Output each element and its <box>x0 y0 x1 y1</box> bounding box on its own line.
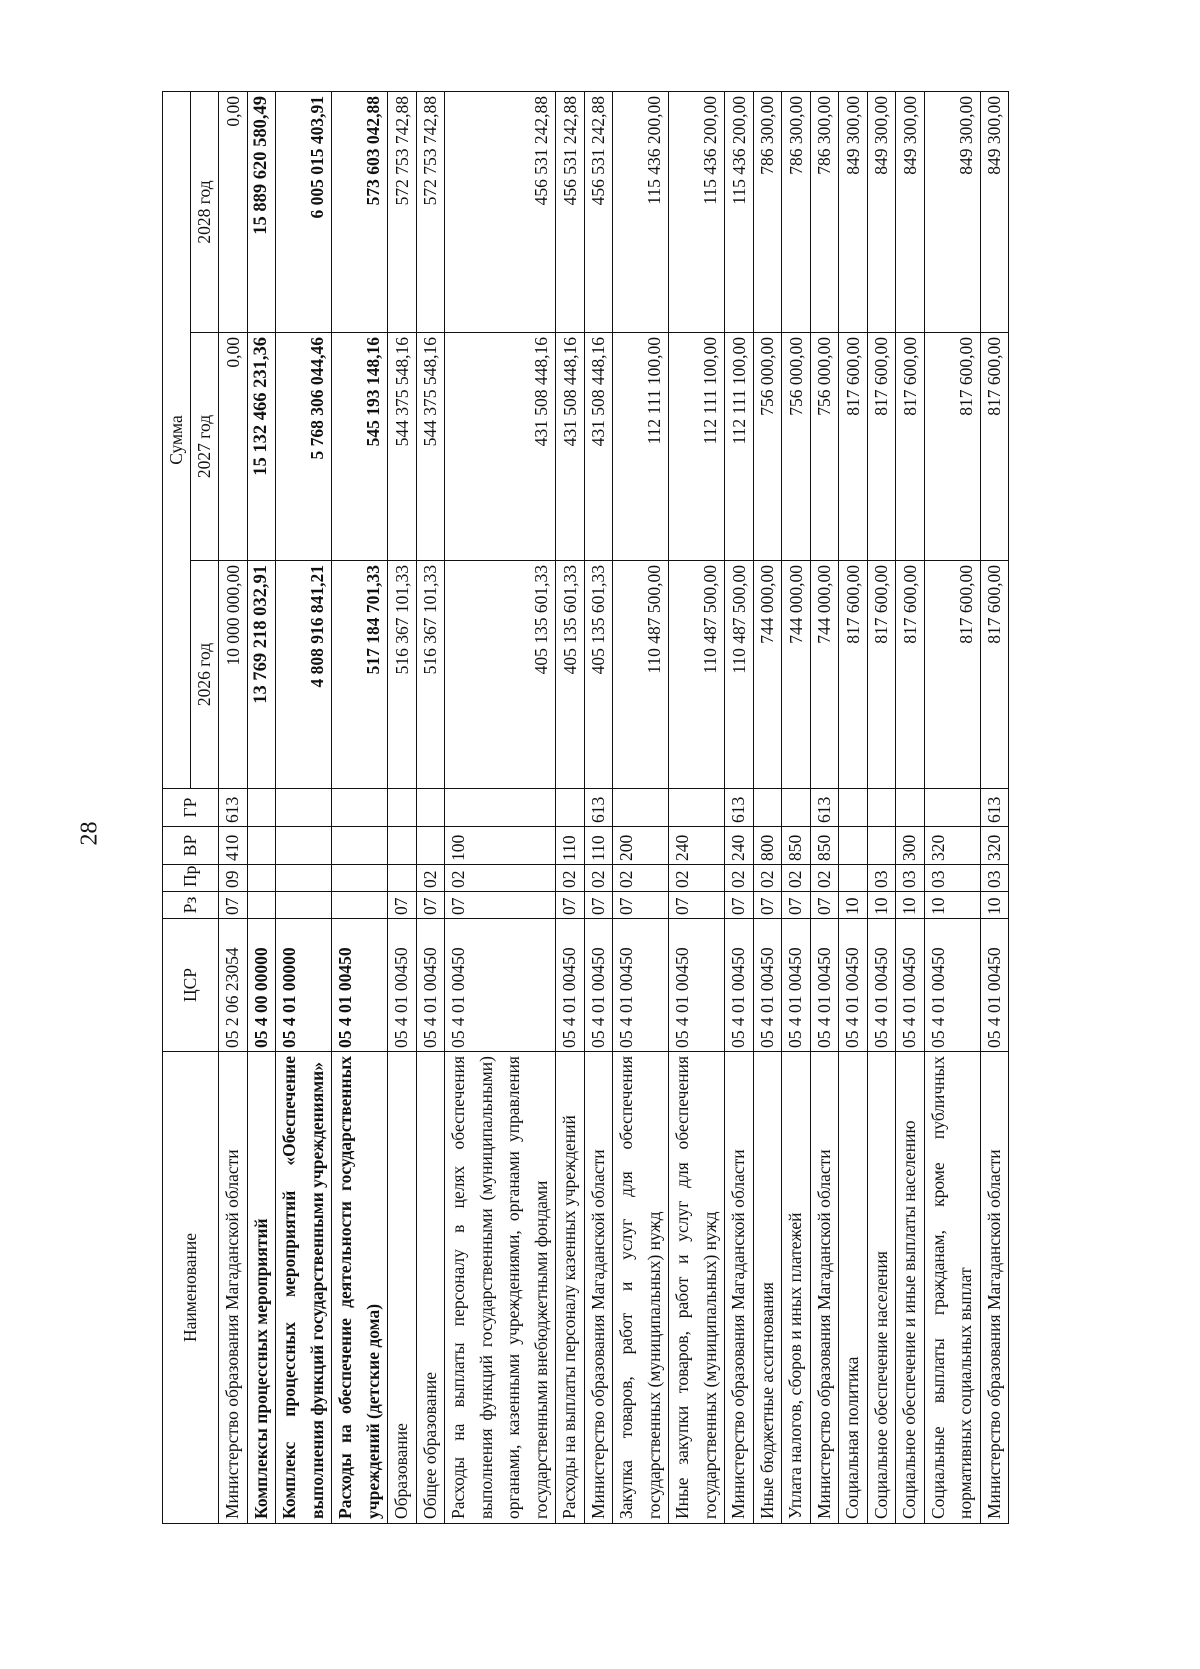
cell-y2027: 756 000,00 <box>782 333 811 561</box>
cell-y2027: 544 375 548,16 <box>416 333 445 561</box>
cell-y2028: 786 300,00 <box>810 91 839 332</box>
cell-y2026: 110 487 500,00 <box>669 561 725 789</box>
cell-pr <box>276 865 332 892</box>
cell-pr: 03 <box>924 865 980 892</box>
cell-vr: 320 <box>924 827 980 865</box>
cell-y2026: 10 000 000,00 <box>219 561 248 789</box>
cell-rz <box>247 892 276 919</box>
cell-pr <box>247 865 276 892</box>
cell-pr: 02 <box>810 865 839 892</box>
cell-csr: 05 2 06 23054 <box>219 919 248 1052</box>
cell-pr: 02 <box>556 865 585 892</box>
cell-csr: 05 4 01 00450 <box>924 919 980 1052</box>
cell-name: Социальное обеспечение населения <box>867 1052 896 1524</box>
cell-y2028: 115 436 200,00 <box>669 91 725 332</box>
header-name: Наименование <box>163 1052 219 1524</box>
cell-y2026: 13 769 218 032,91 <box>247 561 276 789</box>
cell-csr: 05 4 01 00450 <box>867 919 896 1052</box>
cell-vr: 110 <box>584 827 613 865</box>
cell-y2028: 115 436 200,00 <box>613 91 669 332</box>
cell-rz: 10 <box>980 892 1009 919</box>
cell-y2028: 6 005 015 403,91 <box>276 91 332 332</box>
cell-name: Закупка товаров, работ и услуг для обеспечения государственных (муниципальных) нужд <box>613 1052 669 1524</box>
cell-y2027: 545 193 148,16 <box>332 333 388 561</box>
cell-y2028: 0,00 <box>219 91 248 332</box>
cell-y2028: 849 300,00 <box>924 91 980 332</box>
cell-name: Министерство образования Магаданской области <box>980 1052 1009 1524</box>
table-row <box>896 91 925 1523</box>
cell-y2027: 817 600,00 <box>924 333 980 561</box>
cell-pr: 03 <box>980 865 1009 892</box>
cell-y2027: 817 600,00 <box>980 333 1009 561</box>
cell-rz: 07 <box>613 892 669 919</box>
cell-rz: 07 <box>388 892 417 919</box>
table-row <box>445 91 556 1523</box>
cell-gr: 613 <box>584 789 613 827</box>
cell-y2027: 15 132 466 231,36 <box>247 333 276 561</box>
cell-csr: 05 4 01 00450 <box>753 919 782 1052</box>
cell-rz: 10 <box>839 892 868 919</box>
cell-y2028: 456 531 242,88 <box>445 91 556 332</box>
cell-rz: 10 <box>867 892 896 919</box>
cell-gr <box>924 789 980 827</box>
cell-vr <box>867 827 896 865</box>
cell-gr <box>839 789 868 827</box>
cell-rz <box>276 892 332 919</box>
cell-gr <box>782 789 811 827</box>
cell-vr: 800 <box>753 827 782 865</box>
table-row <box>276 91 332 1523</box>
cell-rz: 07 <box>725 892 754 919</box>
cell-csr: 05 4 01 00450 <box>896 919 925 1052</box>
cell-pr: 02 <box>725 865 754 892</box>
page-number: 28 <box>76 821 103 846</box>
cell-gr <box>669 789 725 827</box>
cell-csr: 05 4 01 00450 <box>669 919 725 1052</box>
cell-y2028: 572 753 742,88 <box>388 91 417 332</box>
cell-vr: 200 <box>613 827 669 865</box>
cell-y2027: 112 111 100,00 <box>725 333 754 561</box>
cell-y2028: 573 603 042,88 <box>332 91 388 332</box>
table-row <box>725 91 754 1523</box>
cell-gr: 613 <box>810 789 839 827</box>
cell-gr <box>247 789 276 827</box>
cell-pr: 09 <box>219 865 248 892</box>
cell-y2026: 516 367 101,33 <box>416 561 445 789</box>
cell-y2027: 756 000,00 <box>810 333 839 561</box>
cell-y2028: 849 300,00 <box>980 91 1009 332</box>
cell-csr: 05 4 01 00450 <box>332 919 388 1052</box>
cell-pr <box>388 865 417 892</box>
cell-name: Министерство образования Магаданской области <box>725 1052 754 1524</box>
table-row <box>584 91 613 1523</box>
header-pr: Пр <box>163 865 219 892</box>
cell-csr: 05 4 01 00450 <box>782 919 811 1052</box>
cell-csr: 05 4 00 00000 <box>247 919 276 1052</box>
cell-pr: 03 <box>867 865 896 892</box>
cell-y2026: 517 184 701,33 <box>332 561 388 789</box>
cell-y2028: 115 436 200,00 <box>725 91 754 332</box>
cell-gr <box>867 789 896 827</box>
header-sum: Сумма <box>163 91 191 788</box>
cell-name: Социальные выплаты гражданам, кроме публичных нормативных социальных выплат <box>924 1052 980 1524</box>
cell-rz: 07 <box>753 892 782 919</box>
cell-name: Министерство образования Магаданской области <box>584 1052 613 1524</box>
cell-vr <box>247 827 276 865</box>
cell-y2027: 431 508 448,16 <box>445 333 556 561</box>
cell-name: Иные бюджетные ассигнования <box>753 1052 782 1524</box>
cell-vr: 240 <box>669 827 725 865</box>
cell-gr <box>556 789 585 827</box>
cell-rz: 10 <box>924 892 980 919</box>
table-body <box>219 91 1009 1523</box>
cell-y2027: 817 600,00 <box>839 333 868 561</box>
cell-name: Социальная политика <box>839 1052 868 1524</box>
cell-vr: 320 <box>980 827 1009 865</box>
cell-y2027: 112 111 100,00 <box>613 333 669 561</box>
cell-rz: 07 <box>810 892 839 919</box>
header-2028: 2028 год <box>191 91 219 332</box>
cell-gr <box>896 789 925 827</box>
cell-vr <box>276 827 332 865</box>
cell-name: Министерство образования Магаданской области <box>219 1052 248 1524</box>
cell-csr: 05 4 01 00000 <box>276 919 332 1052</box>
cell-rz: 07 <box>445 892 556 919</box>
table-row <box>980 91 1009 1523</box>
cell-pr: 02 <box>445 865 556 892</box>
header-vr: ВР <box>163 827 219 865</box>
cell-y2026: 744 000,00 <box>753 561 782 789</box>
cell-y2027: 112 111 100,00 <box>669 333 725 561</box>
cell-gr <box>613 789 669 827</box>
table-row <box>332 91 388 1523</box>
header-rz: Рз <box>163 892 219 919</box>
cell-y2026: 516 367 101,33 <box>388 561 417 789</box>
table-row <box>782 91 811 1523</box>
cell-gr <box>388 789 417 827</box>
cell-y2026: 110 487 500,00 <box>613 561 669 789</box>
cell-y2026: 817 600,00 <box>867 561 896 789</box>
cell-vr: 240 <box>725 827 754 865</box>
cell-y2026: 405 135 601,33 <box>584 561 613 789</box>
cell-csr: 05 4 01 00450 <box>839 919 868 1052</box>
cell-gr <box>332 789 388 827</box>
table-row <box>810 91 839 1523</box>
header-csr: ЦСР <box>163 919 219 1052</box>
cell-gr <box>445 789 556 827</box>
cell-vr <box>332 827 388 865</box>
cell-vr: 100 <box>445 827 556 865</box>
cell-y2027: 817 600,00 <box>896 333 925 561</box>
cell-name: Иные закупки товаров, работ и услуг для обеспечения государственных (муниципальных) нужд <box>669 1052 725 1524</box>
cell-rz: 07 <box>669 892 725 919</box>
cell-name: Расходы на выплаты персоналу в целях обеспечения выполнения функций государственными (муниципальными) органами, казенными учреждениями, органами управления государственными внебюджетными фондами <box>445 1052 556 1524</box>
budget-table <box>162 91 1009 1524</box>
table-row <box>613 91 669 1523</box>
cell-name: Расходы на обеспечение деятельности государственных учреждений (детские дома) <box>332 1052 388 1524</box>
cell-vr <box>388 827 417 865</box>
cell-y2027: 0,00 <box>219 333 248 561</box>
cell-y2027: 817 600,00 <box>867 333 896 561</box>
cell-gr <box>416 789 445 827</box>
cell-vr: 300 <box>896 827 925 865</box>
cell-csr: 05 4 01 00450 <box>613 919 669 1052</box>
cell-gr: 613 <box>980 789 1009 827</box>
cell-rz: 07 <box>584 892 613 919</box>
cell-y2027: 5 768 306 044,46 <box>276 333 332 561</box>
cell-gr: 613 <box>725 789 754 827</box>
header-2027: 2027 год <box>191 333 219 561</box>
cell-name: Общее образование <box>416 1052 445 1524</box>
header-gr: ГР <box>163 789 219 827</box>
cell-pr: 02 <box>584 865 613 892</box>
cell-y2026: 405 135 601,33 <box>556 561 585 789</box>
cell-name: Министерство образования Магаданской области <box>810 1052 839 1524</box>
cell-vr: 410 <box>219 827 248 865</box>
cell-csr: 05 4 01 00450 <box>980 919 1009 1052</box>
cell-vr <box>839 827 868 865</box>
cell-gr <box>753 789 782 827</box>
cell-y2028: 786 300,00 <box>753 91 782 332</box>
cell-name: Расходы на выплаты персоналу казенных учреждений <box>556 1052 585 1524</box>
table-row <box>924 91 980 1523</box>
cell-y2026: 817 600,00 <box>924 561 980 789</box>
cell-name: Социальное обеспечение и иные выплаты населению <box>896 1052 925 1524</box>
cell-y2027: 544 375 548,16 <box>388 333 417 561</box>
cell-pr: 02 <box>669 865 725 892</box>
cell-y2028: 15 889 620 580,49 <box>247 91 276 332</box>
cell-y2028: 786 300,00 <box>782 91 811 332</box>
cell-name: Комплексы процессных мероприятий <box>247 1052 276 1524</box>
table-row <box>839 91 868 1523</box>
cell-gr: 613 <box>219 789 248 827</box>
cell-y2026: 817 600,00 <box>839 561 868 789</box>
cell-csr: 05 4 01 00450 <box>388 919 417 1052</box>
cell-y2026: 744 000,00 <box>782 561 811 789</box>
cell-name: Комплекс процессных мероприятий «Обеспечение выполнения функций государственными учреждениями» <box>276 1052 332 1524</box>
cell-y2026: 817 600,00 <box>980 561 1009 789</box>
cell-csr: 05 4 01 00450 <box>445 919 556 1052</box>
table-row <box>867 91 896 1523</box>
cell-vr: 850 <box>782 827 811 865</box>
table-row <box>669 91 725 1523</box>
rotated-table-container <box>162 92 1062 1524</box>
cell-y2026: 110 487 500,00 <box>725 561 754 789</box>
cell-csr: 05 4 01 00450 <box>810 919 839 1052</box>
cell-pr: 02 <box>753 865 782 892</box>
cell-pr: 02 <box>782 865 811 892</box>
table-row <box>388 91 417 1523</box>
table-row <box>247 91 276 1523</box>
cell-y2028: 849 300,00 <box>839 91 868 332</box>
cell-pr <box>332 865 388 892</box>
header-2026: 2026 год <box>191 561 219 789</box>
cell-y2026: 4 808 916 841,21 <box>276 561 332 789</box>
cell-pr <box>839 865 868 892</box>
cell-y2027: 431 508 448,16 <box>584 333 613 561</box>
cell-y2028: 849 300,00 <box>867 91 896 332</box>
cell-y2028: 572 753 742,88 <box>416 91 445 332</box>
cell-vr <box>416 827 445 865</box>
cell-y2027: 756 000,00 <box>753 333 782 561</box>
cell-y2027: 431 508 448,16 <box>556 333 585 561</box>
cell-pr: 02 <box>416 865 445 892</box>
cell-rz: 07 <box>416 892 445 919</box>
cell-gr <box>276 789 332 827</box>
cell-pr: 02 <box>613 865 669 892</box>
cell-y2028: 456 531 242,88 <box>556 91 585 332</box>
cell-rz: 07 <box>219 892 248 919</box>
cell-pr: 03 <box>896 865 925 892</box>
cell-y2026: 405 135 601,33 <box>445 561 556 789</box>
cell-rz: 07 <box>556 892 585 919</box>
cell-rz: 07 <box>782 892 811 919</box>
cell-y2028: 849 300,00 <box>896 91 925 332</box>
cell-csr: 05 4 01 00450 <box>725 919 754 1052</box>
cell-name: Уплата налогов, сборов и иных платежей <box>782 1052 811 1524</box>
cell-vr: 110 <box>556 827 585 865</box>
cell-vr: 850 <box>810 827 839 865</box>
cell-csr: 05 4 01 00450 <box>556 919 585 1052</box>
cell-name: Образование <box>388 1052 417 1524</box>
cell-rz: 10 <box>896 892 925 919</box>
table-row <box>219 91 248 1523</box>
cell-y2028: 456 531 242,88 <box>584 91 613 332</box>
cell-csr: 05 4 01 00450 <box>584 919 613 1052</box>
table-row <box>416 91 445 1523</box>
cell-y2026: 744 000,00 <box>810 561 839 789</box>
cell-rz <box>332 892 388 919</box>
table-row <box>556 91 585 1523</box>
cell-csr: 05 4 01 00450 <box>416 919 445 1052</box>
cell-y2026: 817 600,00 <box>896 561 925 789</box>
table-row <box>753 91 782 1523</box>
